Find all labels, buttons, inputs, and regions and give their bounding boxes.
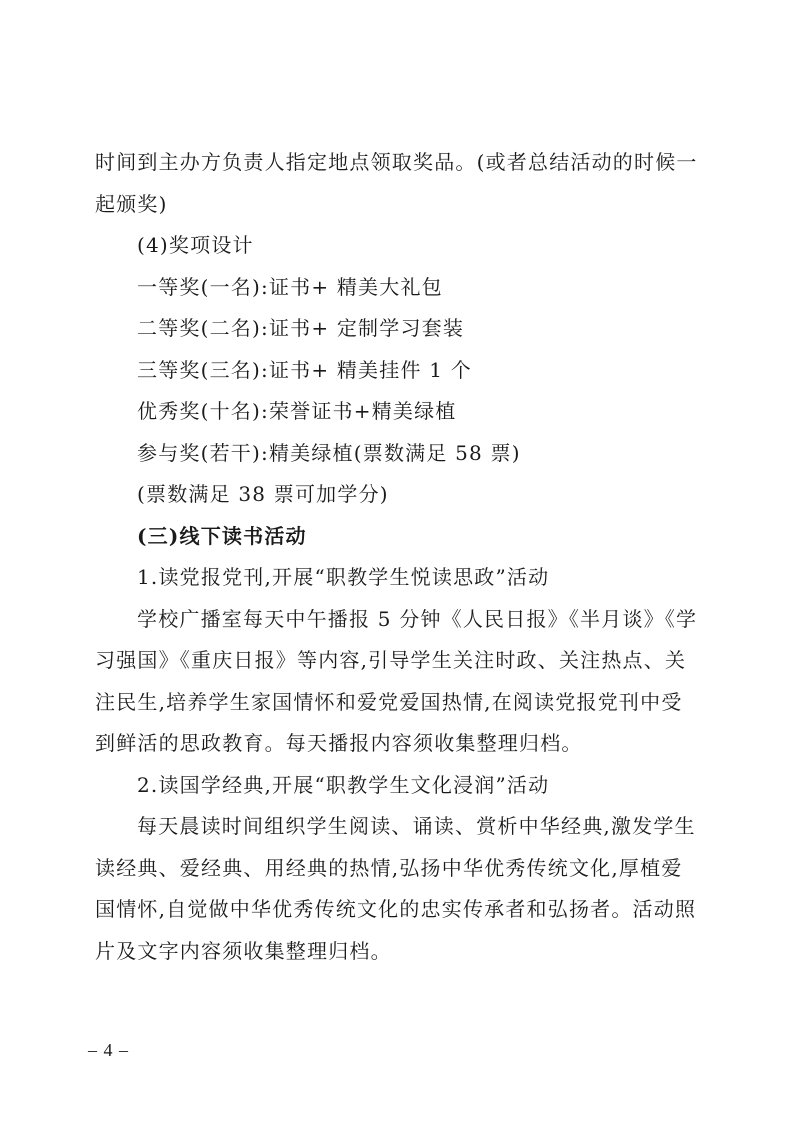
paragraph-broadcast: 学校广播室每天中午播报 5 分钟《人民日报》《半月谈》《学习强国》《重庆日报》等内容,引导学生关注时政、关注热点、关注民生,培养学生家国情怀和爱党爱国热情,在阅读党报党刊中受到鲜活的思政教育。每天播报内容须收集整理归档。 (95, 606, 698, 755)
heading-award-design: (4)奖项设计 (137, 233, 254, 257)
page-number: – 4 – (88, 1040, 129, 1060)
award-third-prize: 三等奖(三名):证书+ 精美挂件 1 个 (137, 357, 472, 382)
paragraph-morning-reading: 每天晨读时间组织学生阅读、诵读、赏析中华经典,激发学生读经典、爱经典、用经典的热情,弘扬中华优秀传统文化,厚植爱国情怀,自觉做中华优秀传统文化的忠实传承者和弘扬者。活动照片及文字内容须收集整理归档。 (95, 814, 697, 963)
subheading-party-newspapers: 1.读党报党刊,开展“职教学生悦读思政”活动 (137, 565, 550, 589)
document-body (95, 142, 700, 972)
award-first-prize: 一等奖(一名):证书+ 精美大礼包 (137, 274, 443, 299)
subheading-classics: 2.读国学经典,开展“职教学生文化浸润”活动 (137, 772, 550, 797)
award-excellence-prize: 优秀奖(十名):荣誉证书+精美绿植 (137, 399, 457, 423)
award-second-prize: 二等奖(二名):证书+ 定制学习套装 (137, 316, 465, 340)
paragraph-award-collection: 时间到主办方负责人指定地点领取奖品。(或者总结活动的时候一起颁奖) (95, 150, 698, 216)
award-participation-prize: 参与奖(若干):精美绿植(票数满足 58 票) (137, 440, 521, 465)
section-heading-offline-reading: (三)线下读书活动 (137, 523, 307, 548)
award-credit-note: (票数满足 38 票可加学分) (137, 482, 389, 506)
